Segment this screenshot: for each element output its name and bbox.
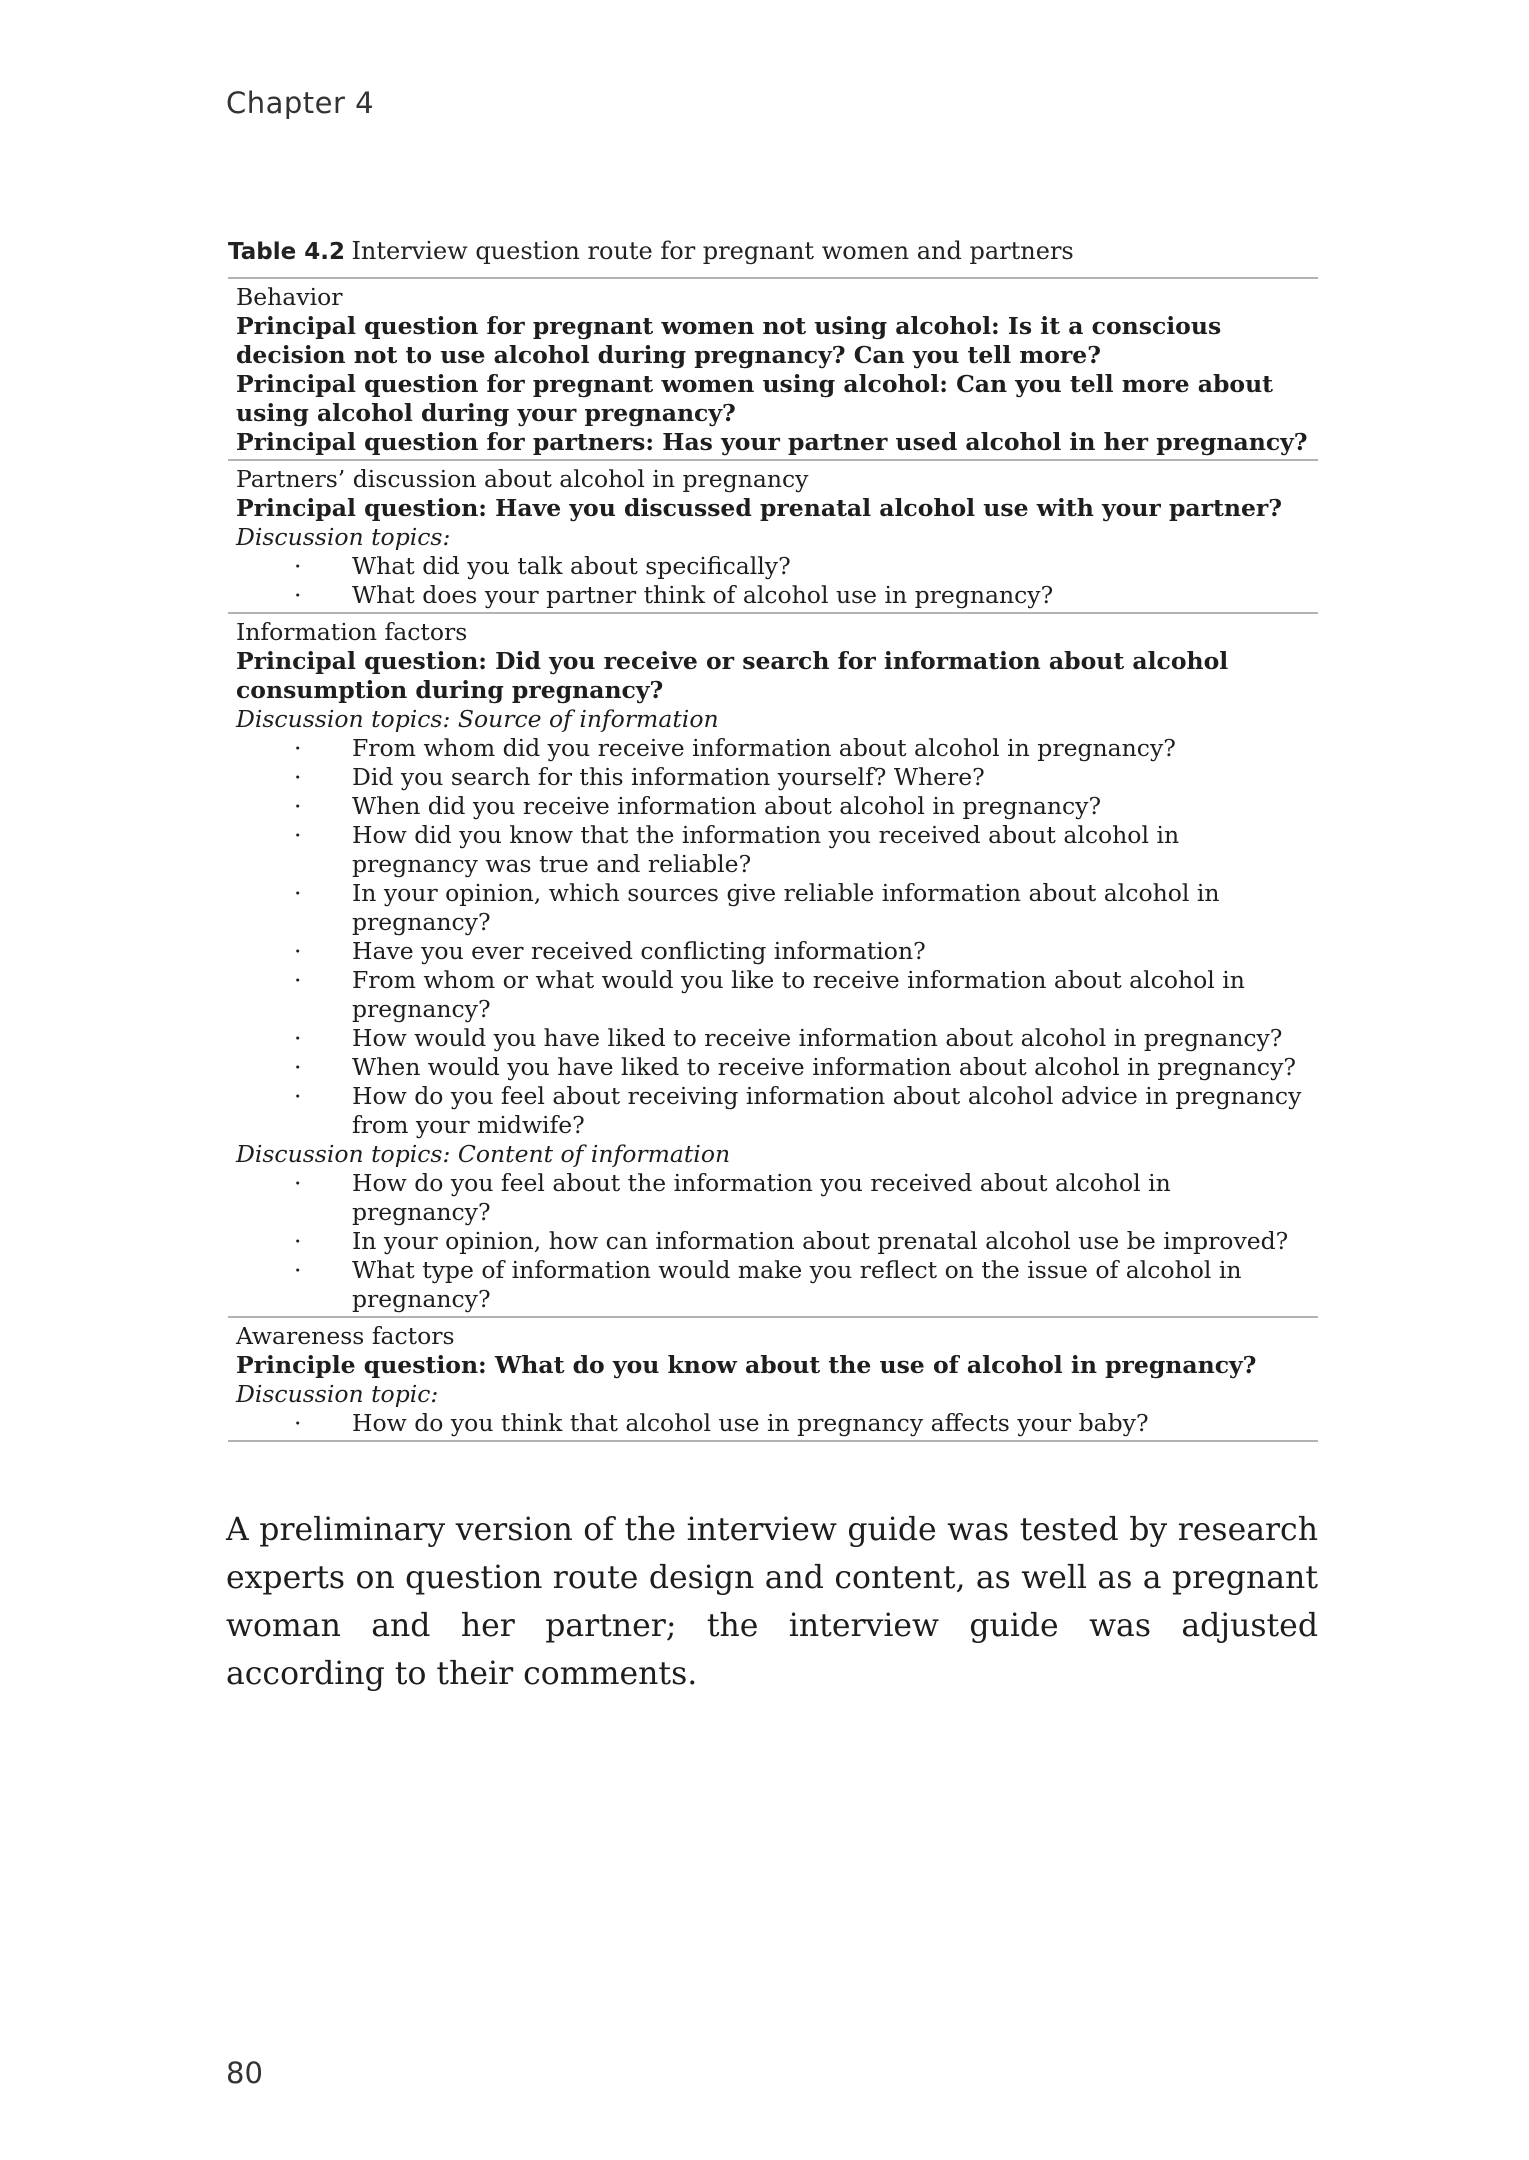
bullet-icon: · (294, 1227, 302, 1255)
list-item (236, 1024, 1308, 1053)
list-item-text: Have you ever received conflicting information? (352, 937, 926, 965)
bullet-icon: · (294, 821, 302, 849)
section-title: Behavior (236, 283, 343, 311)
bullet-icon: · (294, 879, 302, 907)
principal-question: Principal question for pregnant women using alcohol: Can you tell more about using alcohol during your pregnancy? (236, 370, 1274, 427)
bullet-icon: · (294, 792, 302, 820)
interview-question-table (228, 277, 1318, 1442)
table-section-behavior (228, 279, 1318, 461)
principal-question: Principal question: Did you receive or search for information about alcohol consumption during pregnancy? (236, 647, 1229, 704)
list-item (236, 763, 1308, 792)
body-paragraph: A preliminary version of the interview guide was tested by research experts on question route design and content, as well as a pregnant woman and her partner; the interview guide was adjusted according to their comments. (226, 1511, 1318, 1692)
bullet-icon: · (294, 763, 302, 791)
principal-question: Principal question for pregnant women not using alcohol: Is it a conscious decision not to use alcohol during pregnancy? Can you tell more? (236, 312, 1222, 369)
section-title: Partners’ discussion about alcohol in pregnancy (236, 465, 809, 493)
bullet-icon: · (294, 1024, 302, 1052)
list-item (236, 821, 1308, 879)
discussion-topics-label: Discussion topics: (236, 523, 451, 551)
bullet-icon: · (294, 1256, 302, 1284)
section-title: Information factors (236, 618, 468, 646)
list-item (236, 879, 1308, 937)
principal-question: Principal question: Have you discussed prenatal alcohol use with your partner? (236, 494, 1283, 522)
principal-question: Principal question for partners: Has your partner used alcohol in her pregnancy? (236, 428, 1308, 456)
list-item-text: From whom or what would you like to receive information about alcohol in pregnancy? (352, 966, 1245, 1023)
bullet-icon: · (294, 1082, 302, 1110)
list-item-text: What type of information would make you reflect on the issue of alcohol in pregnancy? (352, 1256, 1242, 1313)
bullet-icon: · (294, 1169, 302, 1197)
list-item (236, 966, 1308, 1024)
table-section-partners-discussion (228, 461, 1318, 614)
bullet-icon: · (294, 966, 302, 994)
table-caption (228, 236, 1318, 266)
list-item-text: In your opinion, how can information about prenatal alcohol use be improved? (352, 1227, 1289, 1255)
bullet-icon: · (294, 1409, 302, 1437)
list-item (236, 1409, 1308, 1438)
list-item (236, 581, 1308, 610)
list-item-text: From whom did you receive information about alcohol in pregnancy? (352, 734, 1176, 762)
list-item-text: How do you feel about receiving information about alcohol advice in pregnancy from your midwife? (352, 1082, 1302, 1139)
list-item-text: In your opinion, which sources give reliable information about alcohol in pregnancy? (352, 879, 1220, 936)
bullet-icon: · (294, 734, 302, 762)
list-item-text: How do you think that alcohol use in pregnancy affects your baby? (352, 1409, 1149, 1437)
list-item (236, 792, 1308, 821)
bullet-icon: · (294, 552, 302, 580)
list-item-text: What did you talk about specifically? (352, 552, 791, 580)
bullet-icon: · (294, 581, 302, 609)
list-item (236, 1256, 1308, 1314)
section-title: Awareness factors (236, 1322, 455, 1350)
list-item (236, 1227, 1308, 1256)
table-section-awareness-factors (228, 1318, 1318, 1442)
list-item-text: How did you know that the information you received about alcohol in pregnancy was true and reliable? (352, 821, 1180, 878)
list-item (236, 1169, 1308, 1227)
list-item (236, 1082, 1308, 1140)
list-item-text: When did you receive information about alcohol in pregnancy? (352, 792, 1102, 820)
page-number: 80 (226, 2056, 263, 2090)
table-caption-label: Table 4.2 (228, 239, 345, 265)
list-item-text: What does your partner think of alcohol use in pregnancy? (352, 581, 1054, 609)
list-item (236, 937, 1308, 966)
list-item (236, 1053, 1308, 1082)
table-caption-text: Interview question route for pregnant women and partners (351, 237, 1074, 265)
list-item (236, 552, 1308, 581)
list-item-text: How would you have liked to receive information about alcohol in pregnancy? (352, 1024, 1283, 1052)
bullet-icon: · (294, 1053, 302, 1081)
bullet-icon: · (294, 937, 302, 965)
principal-question: Principle question: What do you know about the use of alcohol in pregnancy? (236, 1351, 1257, 1379)
discussion-topics-label: Discussion topics: Source of information (236, 705, 719, 733)
discussion-topics-label: Discussion topic: (236, 1380, 439, 1408)
list-item (236, 734, 1308, 763)
chapter-header: Chapter 4 (226, 86, 375, 120)
discussion-topics-label: Discussion topics: Content of information (236, 1140, 731, 1168)
list-item-text: When would you have liked to receive information about alcohol in pregnancy? (352, 1053, 1296, 1081)
list-item-text: How do you feel about the information you received about alcohol in pregnancy? (352, 1169, 1171, 1226)
table-section-information-factors (228, 614, 1318, 1318)
list-item-text: Did you search for this information yourself? Where? (352, 763, 985, 791)
